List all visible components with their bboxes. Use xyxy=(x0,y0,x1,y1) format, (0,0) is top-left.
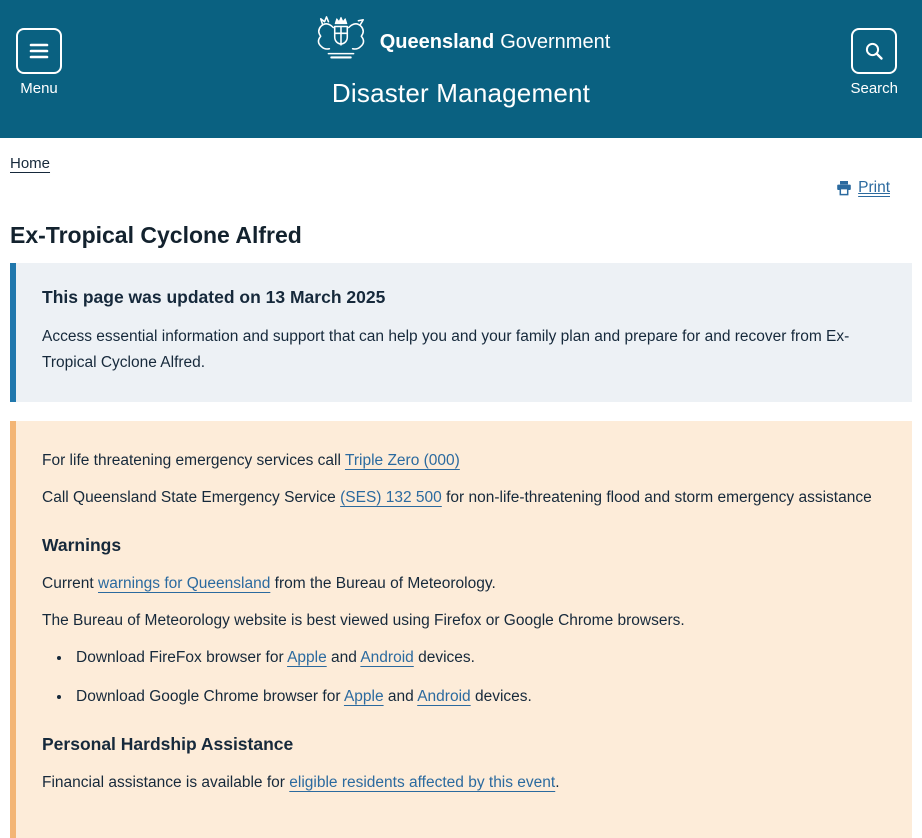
page-updated-body: Access essential information and support that can help you and your family plan and prepare for and recover from Ex-Tropical Cyclone Alfred. xyxy=(42,328,850,371)
current-warnings-line xyxy=(42,572,886,596)
breadcrumb xyxy=(10,155,912,172)
eligible-residents-link[interactable]: eligible residents affected by this event xyxy=(289,774,556,791)
chrome-item-post: devices. xyxy=(470,688,532,705)
chrome-download-item xyxy=(72,685,886,709)
current-warnings-pre: Current xyxy=(42,575,98,592)
warnings-for-qld-link[interactable]: warnings for Queensland xyxy=(98,575,271,592)
chrome-apple-link[interactable]: Apple xyxy=(343,688,384,705)
printer-icon xyxy=(836,180,852,196)
chrome-item-pre: Download Google Chrome browser for xyxy=(76,688,344,705)
chrome-item-mid: and xyxy=(383,688,418,705)
hardship-post: . xyxy=(555,774,560,791)
print-row xyxy=(10,179,912,201)
search-icon[interactable] xyxy=(851,28,897,74)
page-updated-callout xyxy=(10,263,912,402)
menu-button-label: Menu xyxy=(20,80,58,97)
current-warnings-post: from the Bureau of Meteorology. xyxy=(270,575,496,592)
qld-gov-logo[interactable] xyxy=(312,13,611,71)
firefox-android-link[interactable]: Android xyxy=(360,649,414,666)
browser-download-list xyxy=(42,646,886,709)
hamburger-icon[interactable] xyxy=(16,28,62,74)
page-updated-heading: This page was updated on 13 March 2025 xyxy=(42,287,386,307)
logo-wordmark xyxy=(380,31,611,54)
bom-browser-note: The Bureau of Meteorology website is best viewed using Firefox or Google Chrome browsers. xyxy=(42,612,685,629)
ses-line xyxy=(42,486,886,510)
print-link-label: Print xyxy=(858,179,890,196)
ses-link[interactable]: (SES) 132 500 xyxy=(340,489,442,506)
logo-text-government: Government xyxy=(500,30,611,53)
breadcrumb-home-link[interactable]: Home xyxy=(10,155,51,172)
menu-button[interactable] xyxy=(16,28,62,138)
header-left xyxy=(0,0,130,138)
triple-zero-text: For life threatening emergency services call xyxy=(42,452,345,469)
firefox-apple-link[interactable]: Apple xyxy=(287,649,327,666)
coat-of-arms-icon xyxy=(312,13,370,71)
hardship-pre: Financial assistance is available for xyxy=(42,774,290,791)
emergency-info-callout xyxy=(10,421,912,838)
print-link[interactable] xyxy=(836,179,890,197)
firefox-item-mid: and xyxy=(326,649,361,666)
search-button[interactable] xyxy=(850,28,898,138)
site-title-link[interactable]: Disaster Management xyxy=(331,78,591,108)
firefox-item-pre: Download FireFox browser for xyxy=(76,649,288,666)
warnings-heading: Warnings xyxy=(42,535,122,555)
page-title: Ex-Tropical Cyclone Alfred xyxy=(10,222,302,248)
search-button-label: Search xyxy=(850,80,898,97)
ses-text-pre: Call Queensland State Emergency Service xyxy=(42,489,341,506)
chrome-android-link[interactable]: Android xyxy=(417,688,471,705)
triple-zero-link[interactable]: Triple Zero (000) xyxy=(344,452,460,469)
site-header xyxy=(0,0,922,138)
logo-text-queensland: Queensland xyxy=(379,30,495,53)
hardship-line xyxy=(42,771,886,795)
header-right xyxy=(792,0,922,138)
ses-text-post: for non-life-threatening flood and storm emergency assistance xyxy=(441,489,872,506)
firefox-download-item xyxy=(72,646,886,670)
page-content xyxy=(0,155,922,838)
hardship-heading: Personal Hardship Assistance xyxy=(42,734,294,754)
site-branding xyxy=(130,0,792,138)
triple-zero-line xyxy=(42,449,886,473)
firefox-item-post: devices. xyxy=(413,649,475,666)
